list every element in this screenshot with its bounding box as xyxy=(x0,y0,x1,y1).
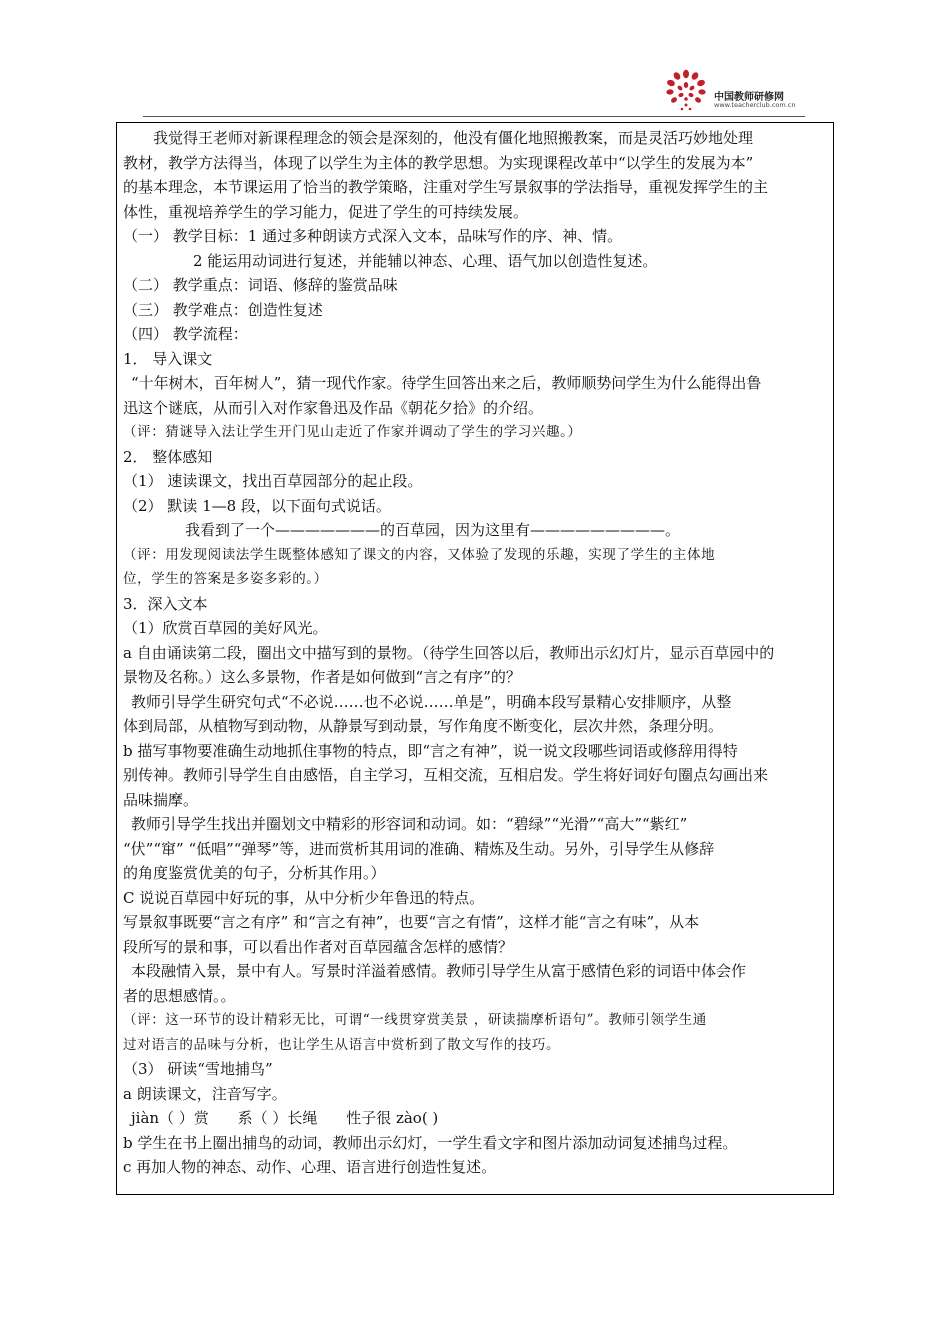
step-3b-line-5: “伏”“窜” “低唱”“弹琴”等，进而赏析其用词的准确、精炼及生动。另外，引导学生从修辞 xyxy=(123,839,715,858)
pinyin-exercise xyxy=(123,1106,827,1131)
evaluation-line-3: 的基本理念，本节课运用了恰当的教学策略，注重对学生写景叙事的学法指导，重视发挥学生的主 xyxy=(123,178,769,196)
step-3b-line-6: 的角度鉴赏优美的句子，分析其作用。） xyxy=(123,864,386,882)
step-1-text-2: 迅这个谜底，从而引入对作家鲁迅及作品《朝花夕拾》的介绍。 xyxy=(123,398,544,417)
evaluation-line-4: 体性，重视培养学生的学习能力，促进了学生的可持续发展。 xyxy=(123,202,529,221)
pinyin-item-2: 系（ ）长绳 xyxy=(237,1109,318,1127)
section-key-points: （二） 教学重点：词语、修辞的鉴赏品味 xyxy=(123,276,398,294)
step-3c-line-4: 本段融情入景，景中有人。写景时洋溢着感情。教师引导学生从富于感情色彩的词语中体会作 xyxy=(131,962,747,980)
step-3a-line-3: 教师引导学生研究句式“不必说……也不必说……单是”，明确本段写景精心安排顺序，从整 xyxy=(131,692,732,711)
step-2-heading: 2． 整体感知 xyxy=(123,447,213,466)
evaluation-line-1: 我觉得王老师对新课程理念的领会是深刻的，他没有僵化地照搬教案，而是灵活巧妙地处理 xyxy=(153,129,754,147)
step-3-sub-3: （3） 研读“雪地捕鸟” xyxy=(123,1060,273,1078)
step-2-item-1: （1） 速读课文，找出百草园部分的起止段。 xyxy=(123,472,423,490)
step-3-heading: 3．深入文本 xyxy=(123,594,208,613)
step-3-sub-3-b: b 学生在书上圈出捕鸟的动词，教师出示幻灯，一学生看文字和图片添加动词复述捕鸟过程。 xyxy=(123,1133,738,1152)
section-goals: （一） 教学目标：1 通过多种朗读方式深入文本，品味写作的序、神、情。 xyxy=(123,227,623,245)
step-3-sub-3-a: a 朗读课文，注音写字。 xyxy=(123,1084,287,1103)
step-3c-line-2: 写景叙事既要“言之有序” 和“言之有神”，也要“言之有情”，这样才能“言之有味”，从本 xyxy=(123,913,700,931)
logo-flower-icon xyxy=(662,68,710,114)
step-3c-line-1: C 说说百草园中好玩的事，从中分析少年鲁迅的特点。 xyxy=(123,888,485,907)
goal-2: 2 能运用动词进行复述，并能辅以神态、心理、语气加以创造性复述。 xyxy=(193,251,658,270)
comment-1: （评：猜谜导入法让学生开门见山走近了作家并调动了学生的学习兴趣。） xyxy=(123,424,582,440)
logo-url: www.teacherclub.com.cn xyxy=(714,101,796,109)
step-3a-line-4: 体到局部，从植物写到动物，从静景写到动景，写作角度不断变化，层次井然，条理分明。 xyxy=(123,717,724,735)
header-divider xyxy=(143,116,805,117)
step-1-heading: 1． 导入课文 xyxy=(123,349,213,368)
pinyin-item-3: 性子很 zào( ) xyxy=(346,1109,439,1127)
lesson-content-box xyxy=(116,122,834,1195)
step-3-sub-3-c: c 再加人物的神态、动作、心理、语言进行创造性复述。 xyxy=(123,1158,497,1176)
evaluation-line-2: 教材，教学方法得当，体现了以学生为主体的教学思想。为实现课程改革中“以学生的发展为本” xyxy=(123,153,754,172)
section-process: （四） 教学流程： xyxy=(123,325,248,343)
step-3c-line-3: 段所写的景和事，可以看出作者对百草园蕴含怎样的感情？ xyxy=(123,937,514,956)
comment-3-line-2: 过对语言的品味与分析，也让学生从语言中赏析到了散文写作的技巧。 xyxy=(123,1036,561,1053)
pinyin-item-1: jiàn（ ）赏 xyxy=(131,1109,209,1127)
step-3-sub-1: （1）欣赏百草园的美好风光。 xyxy=(123,619,328,637)
step-2-item-2: （2） 默读 1—8 段，以下面句式说话。 xyxy=(123,496,391,515)
step-3b-line-3: 品味揣摩。 xyxy=(123,790,199,809)
comment-2-line-1: （评：用发现阅读法学生既整体感知了课文的内容，又体验了发现的乐趣，实现了学生的主体地 xyxy=(123,546,716,563)
comment-3-line-1: （评：这一环节的设计精彩无比，可谓“一线贯穿赏美景 ，研读揣摩析语句”。教师引领学生通 xyxy=(123,1012,707,1028)
sentence-pattern: 我看到了一个———————的百草园，因为这里有—————————。 xyxy=(185,521,681,539)
step-3a-line-1: a 自由诵读第二段，圈出文中描写到的景物。（待学生回答以后，教师出示幻灯片，显示百草园中的 xyxy=(123,643,775,662)
step-3b-line-2: 别传神。教师引导学生自由感悟，自主学习，互相交流，互相启发。学生将好词好句圈点勾画出来 xyxy=(123,766,769,784)
step-3b-line-4: 教师引导学生找出并圈划文中精彩的形容词和动词。如：“碧绿”“光滑”“高大”“紫红” xyxy=(131,815,688,833)
step-1-text-1: “十年树木，百年树人”，猜一现代作家。待学生回答出来之后，教师顺势问学生为什么能得出鲁 xyxy=(131,374,762,392)
step-3c-line-5: 者的思想感情。。 xyxy=(123,986,236,1005)
section-difficulties: （三） 教学难点：创造性复述 xyxy=(123,300,323,319)
teacherclub-logo xyxy=(662,68,812,114)
comment-2-line-2: 位，学生的答案是多姿多彩的。） xyxy=(123,571,328,587)
step-3a-line-2: 景物及名称。）这么多景物，作者是如何做到“言之有序”的？ xyxy=(123,668,521,686)
logo-title: 中国教师研修网 xyxy=(714,92,784,103)
step-3b-line-1: b 描写事物要准确生动地抓住事物的特点，即“言之有神”，说一说文段哪些词语或修辞用得特 xyxy=(123,741,738,760)
